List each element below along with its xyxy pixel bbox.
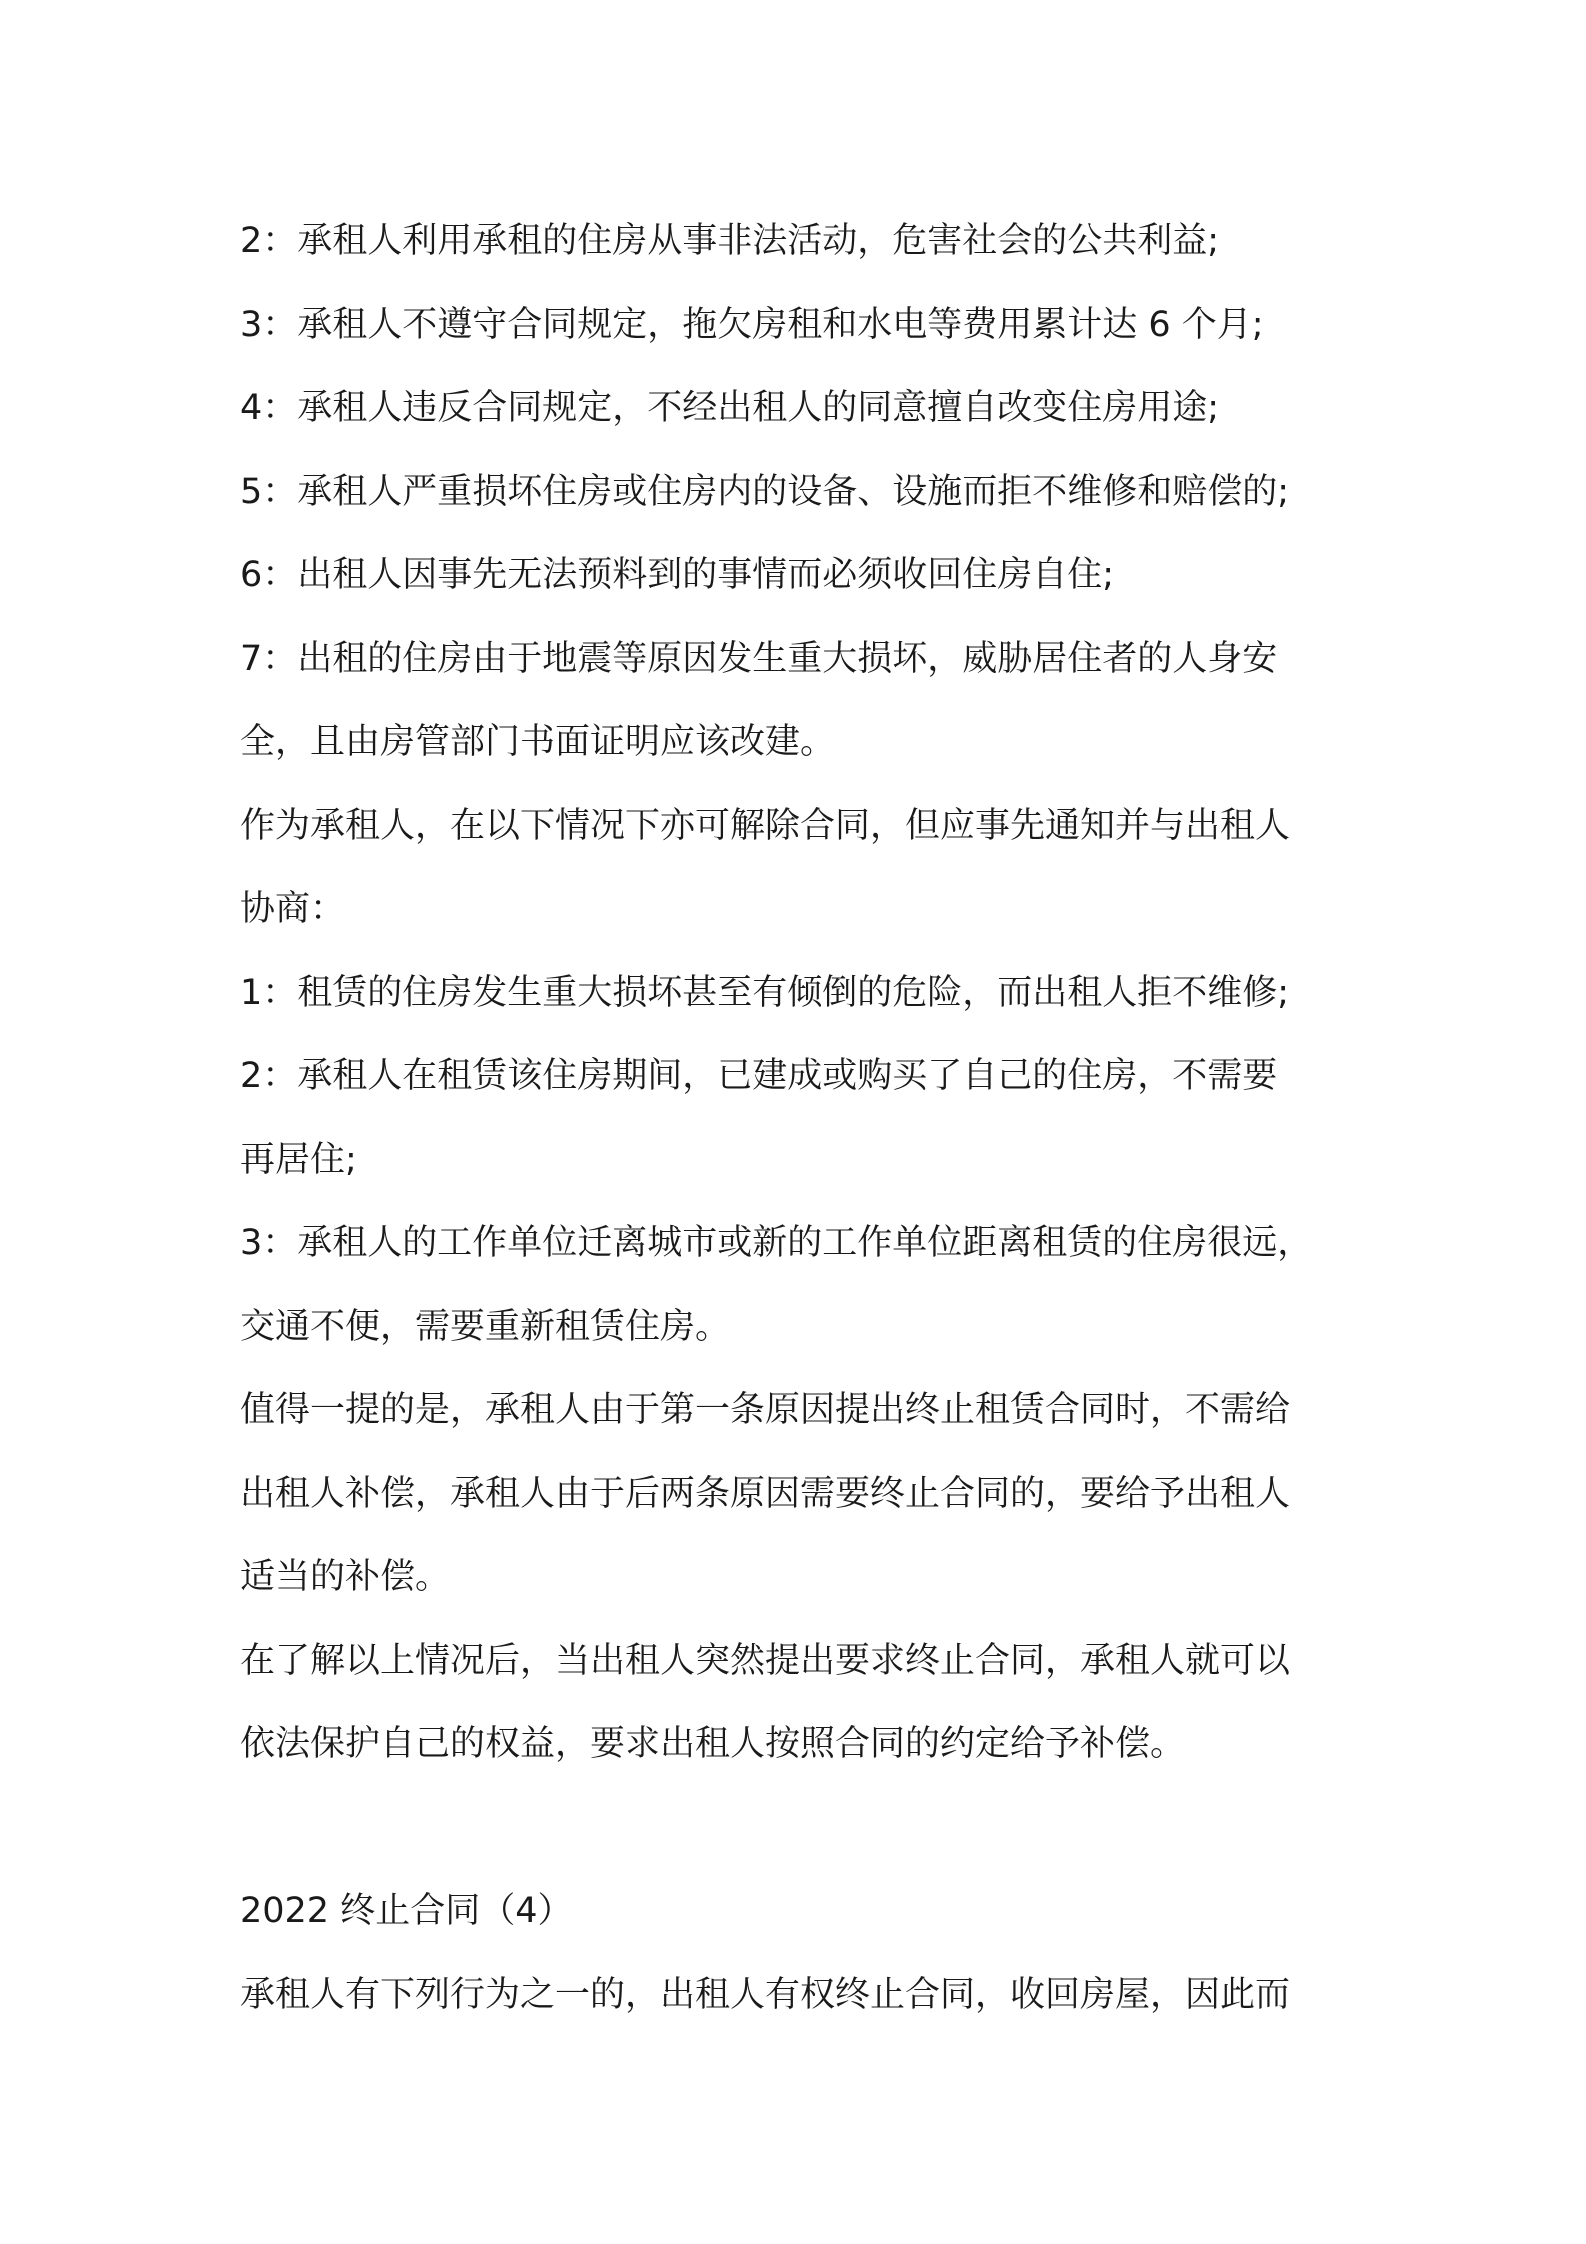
text-line: 依法保护自己的权益，要求出租人按照合同的约定给予补偿。 bbox=[240, 1724, 1186, 1764]
text-line: 3：承租人的工作单位迁离城市或新的工作单位距离租赁的住房很远， bbox=[240, 1223, 1313, 1263]
text-line: 全，且由房管部门书面证明应该改建。 bbox=[240, 722, 836, 762]
text-line: 作为承租人，在以下情况下亦可解除合同，但应事先通知并与出租人 bbox=[240, 805, 1291, 846]
text-line: 交通不便，需要重新租赁住房。 bbox=[240, 1306, 731, 1347]
text-line: 5：承租人严重损坏住房或住房内的设备、设施而拒不维修和赔偿的; bbox=[240, 471, 1290, 512]
text-line: 6：出租人因事先无法预料到的事情而必须收回住房自住; bbox=[240, 555, 1115, 595]
text-line: 4：承租人违反合同规定，不经出租人的同意擅自改变住房用途; bbox=[240, 388, 1220, 428]
text-line: 1：租赁的住房发生重大损坏甚至有倾倒的危险，而出租人拒不维修; bbox=[240, 972, 1290, 1013]
text-line: 2：承租人利用承租的住房从事非法活动，危害社会的公共利益; bbox=[240, 221, 1220, 261]
text-line: 出租人补偿，承租人由于后两条原因需要终止合同的，要给予出租人 bbox=[240, 1473, 1291, 1514]
text-line: 值得一提的是，承租人由于第一条原因提出终止租赁合同时，不需给 bbox=[240, 1390, 1291, 1430]
text-line: 3：承租人不遵守合同规定，拖欠房租和水电等费用累计达 6 个月; bbox=[240, 304, 1264, 345]
text-line: 在了解以上情况后，当出租人突然提出要求终止合同，承租人就可以 bbox=[240, 1640, 1291, 1681]
text-line: 2：承租人在租赁该住房期间，已建成或购买了自己的住房，不需要 bbox=[240, 1056, 1278, 1096]
text-line: 7：出租的住房由于地震等原因发生重大损坏，威胁居住者的人身安 bbox=[240, 638, 1278, 679]
text-line: 再居住; bbox=[240, 1139, 357, 1180]
text-line: 承租人有下列行为之一的，出租人有权终止合同，收回房屋，因此而 bbox=[240, 1974, 1291, 2015]
text-line: 协商： bbox=[240, 889, 346, 929]
section-title: 2022 终止合同（4） bbox=[240, 1891, 573, 1931]
paragraph-gap bbox=[240, 1787, 1360, 1871]
text-line: 适当的补偿。 bbox=[240, 1557, 451, 1597]
document-body bbox=[240, 200, 1360, 2037]
